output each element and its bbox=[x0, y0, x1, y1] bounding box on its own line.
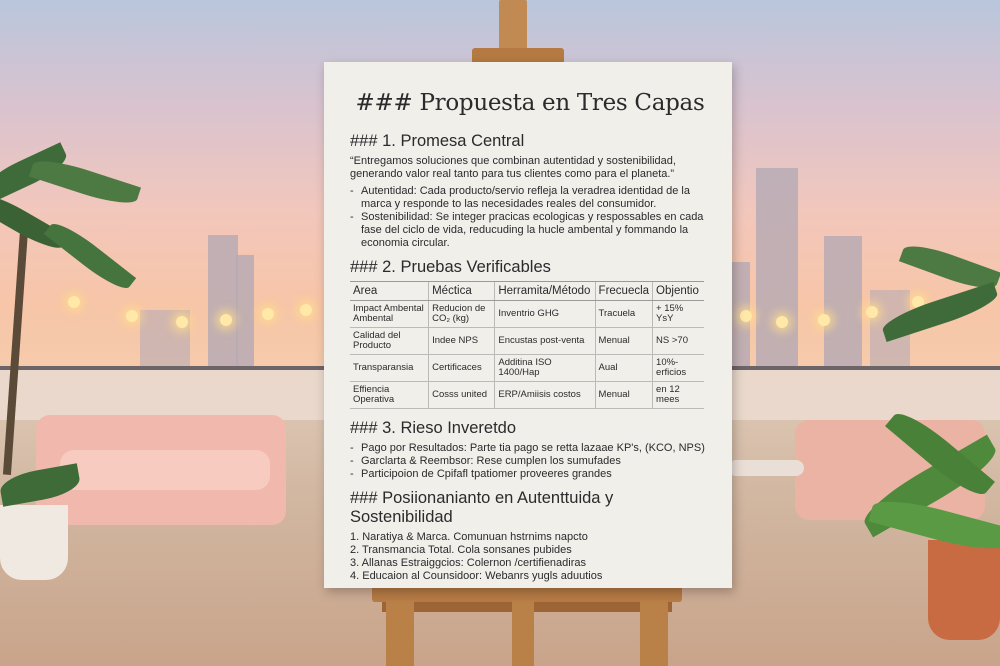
string-light-bulb bbox=[818, 314, 830, 326]
table-cell: NS >70 bbox=[653, 328, 704, 355]
list-item: 4. Educaion al Counsidoor: Webanrs yugls aduutios bbox=[350, 570, 603, 582]
table-cell: + 15% YsY bbox=[653, 301, 704, 328]
skyline-building bbox=[756, 168, 798, 370]
table-cell: Impact Ambental Ambental bbox=[350, 301, 429, 328]
string-light-bulb bbox=[740, 310, 752, 322]
table-header-row bbox=[350, 282, 704, 301]
column-header: Méctica bbox=[429, 282, 495, 301]
table-cell: Calidad del Producto bbox=[350, 328, 429, 355]
table-cell: Cosss united bbox=[429, 382, 495, 409]
column-header: Frecuecla bbox=[595, 282, 653, 301]
list-item: 3. Allanas Estraiggcios: Colernon /certifienadiras bbox=[350, 557, 587, 569]
string-light-bulb bbox=[220, 314, 232, 326]
section1-heading: ### 1. Promesa Central bbox=[350, 132, 525, 150]
white-planter bbox=[0, 505, 68, 580]
column-header: Area bbox=[350, 282, 429, 301]
string-light-bulb bbox=[300, 304, 312, 316]
list-item: 1. Naratiya & Marca. Comunuan hstrnims napcto bbox=[350, 531, 588, 543]
table-cell: Menual bbox=[595, 382, 653, 409]
string-light-bulb bbox=[126, 310, 138, 322]
column-header: Herramita/Método bbox=[495, 282, 595, 301]
list-item: - Pago por Resultados: Parte tia pago se retta lazaae KP's, (KCO, NPS) bbox=[350, 442, 710, 455]
section3-bullets bbox=[350, 442, 710, 481]
table-cell: Certificaces bbox=[429, 355, 495, 382]
list-item: - Autentidad: Cada producto/servio refleja la veradrea identidad de la marca y responde to las necesidades reales del consumidor. bbox=[350, 185, 710, 211]
table-cell: Additina ISO 1400/Hap bbox=[495, 355, 595, 382]
string-light-bulb bbox=[866, 306, 878, 318]
skyline-building bbox=[236, 255, 254, 370]
table-cell: 10%-erficios bbox=[653, 355, 704, 382]
table-cell: Effiencia Operativa bbox=[350, 382, 429, 409]
section3-heading: ### 3. Rieso Inveretdo bbox=[350, 419, 517, 437]
column-header: Objentio bbox=[653, 282, 704, 301]
table-row bbox=[350, 328, 704, 355]
string-light-bulb bbox=[776, 316, 788, 328]
coffee-table bbox=[728, 460, 804, 476]
table-cell: ERP/Amiisis costos bbox=[495, 382, 595, 409]
proposal-board bbox=[324, 62, 732, 588]
list-item: 2. Transmancia Total. Cola sonsanes pubides bbox=[350, 544, 572, 556]
terracotta-planter bbox=[928, 540, 1000, 640]
table-row bbox=[350, 301, 704, 328]
section1-bullets bbox=[350, 185, 710, 250]
section1-quote: “Entregamos soluciones que combinan autentidad y sostenibilidad, generando valor real tanto para tus clientes como para el planeta.” bbox=[350, 155, 676, 180]
table-cell: Reducion de CO₂ (kg) bbox=[429, 301, 495, 328]
easel-leg-left bbox=[386, 600, 414, 666]
table-cell: Transparansia bbox=[350, 355, 429, 382]
table-cell: Inventrio GHG bbox=[495, 301, 595, 328]
list-item: - Sostenibilidad: Se integer pracicas ecologicas y respossables en cada fase del ciclo de vida, reducuding la hucle ambental y fommando la economia circular. bbox=[350, 211, 710, 250]
section2-heading: ### 2. Pruebas Verificables bbox=[350, 258, 551, 276]
table-cell: Menual bbox=[595, 328, 653, 355]
list-item: - Garclarta & Reembsor: Rese cumplen los sumufades bbox=[350, 455, 710, 468]
board-title: ### Propuesta en Tres Capas bbox=[355, 90, 705, 116]
skyline-building bbox=[824, 236, 862, 370]
string-light-bulb bbox=[68, 296, 80, 308]
table-cell: Indee NPS bbox=[429, 328, 495, 355]
section4-items bbox=[350, 531, 710, 583]
easel-leg-right bbox=[640, 600, 668, 666]
metrics-table bbox=[350, 281, 704, 409]
table-cell: en 12 mees bbox=[653, 382, 704, 409]
easel-leg-center bbox=[512, 600, 534, 666]
string-light-bulb bbox=[176, 316, 188, 328]
string-light-bulb bbox=[262, 308, 274, 320]
pink-sofa-cushion bbox=[60, 450, 270, 490]
table-row bbox=[350, 382, 704, 409]
table-cell: Encustas post-venta bbox=[495, 328, 595, 355]
table-row bbox=[350, 355, 704, 382]
table-cell: Aual bbox=[595, 355, 653, 382]
skyline-building bbox=[208, 235, 238, 370]
table-cell: Tracuela bbox=[595, 301, 653, 328]
section4-heading: ### Posiionanianto en Autenttuida y Sostenibilidad bbox=[350, 489, 614, 526]
list-item: - Participoion de Cpifafl tpatiomer proveeres grandes bbox=[350, 468, 710, 481]
